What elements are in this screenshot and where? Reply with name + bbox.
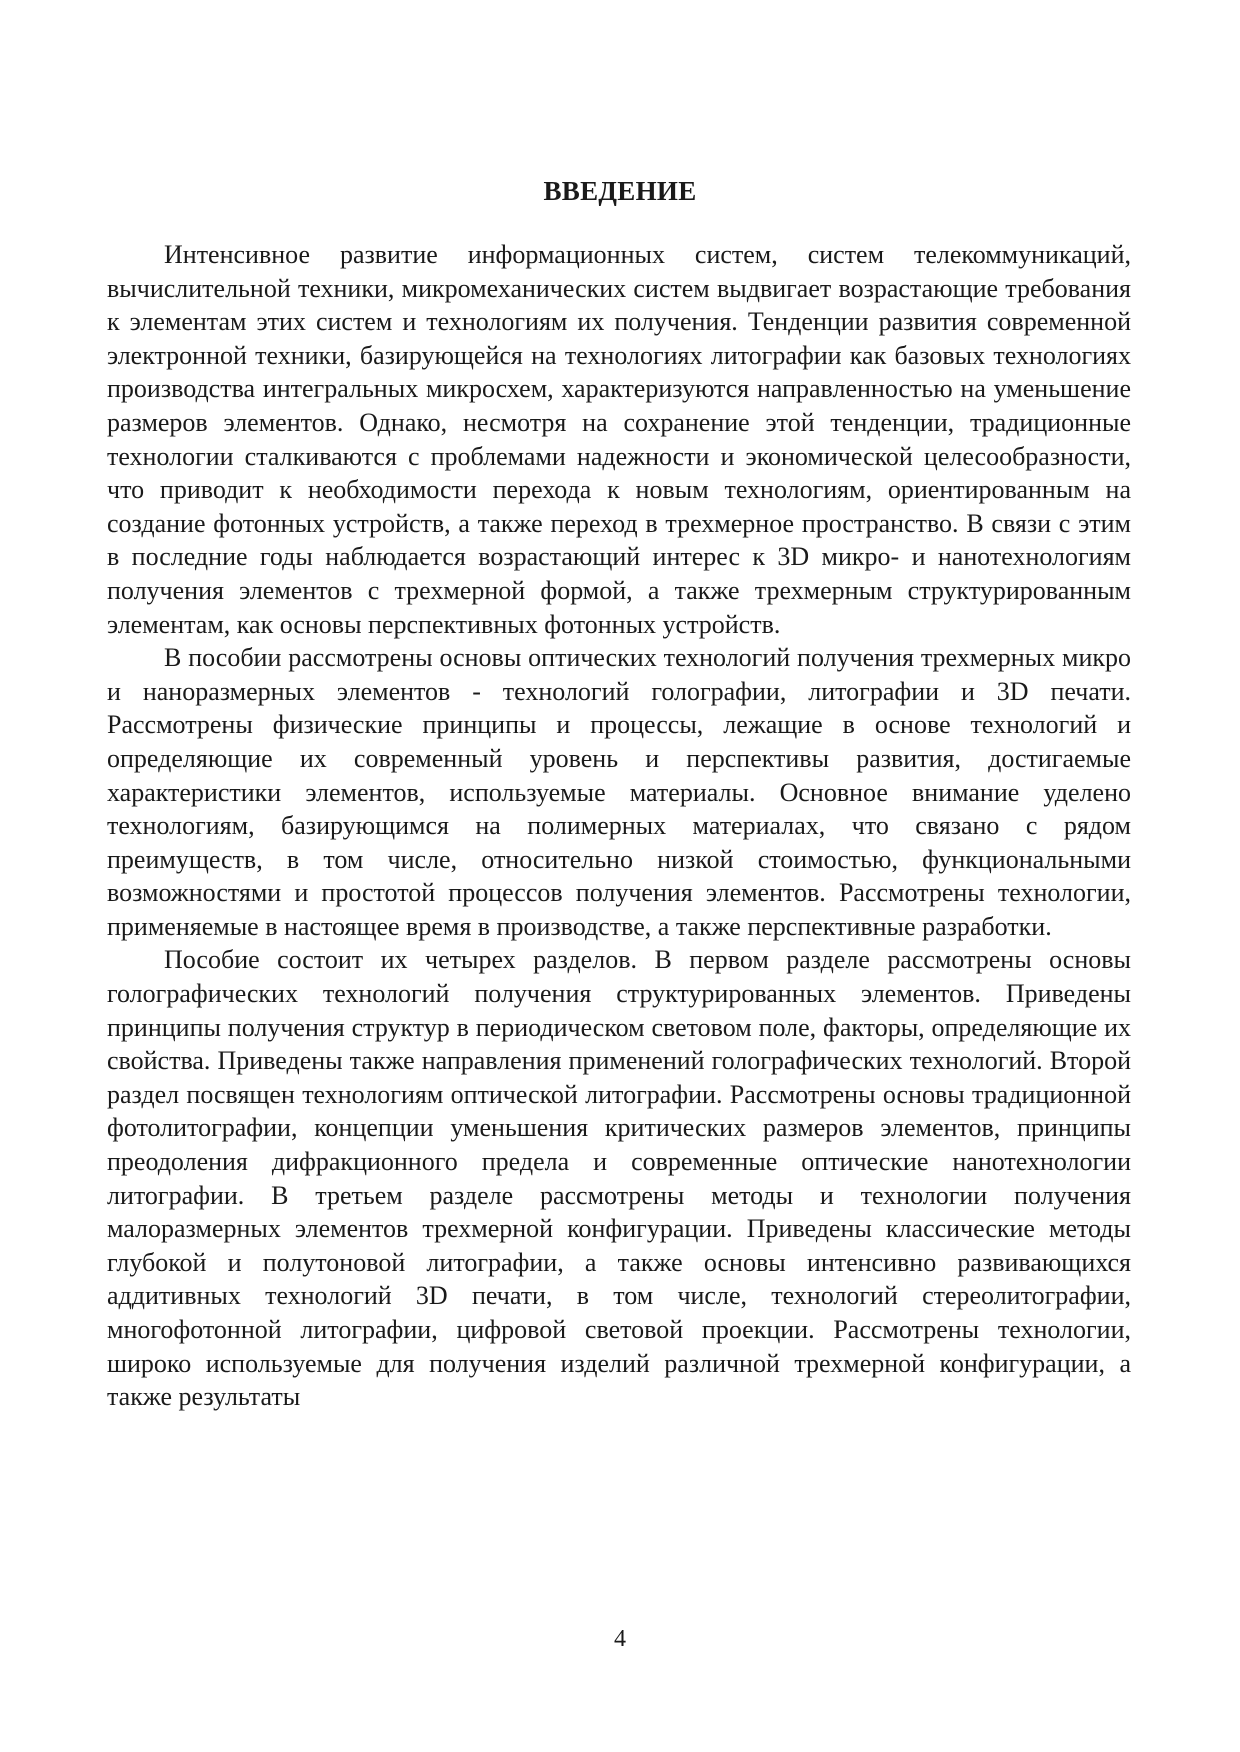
- body-text: [107, 238, 1131, 1414]
- paragraph-intro: Интенсивное развитие информационных систем, систем телекоммуникаций, вычислительной техники, микромеханических систем выдвигает возрастающие требования к элементам этих систем и технологиям их получения. Тенденции развития современной электронной техники, базирующейся на технологиях литографии как базовых технологиях производства интегральных микросхем, характеризуются направленностью на уменьшение размеров элементов. Однако, несмотря на сохранение этой тенденции, традиционные технологии сталкиваются с проблемами надежности и экономической целесообразности, что приводит к необходимости перехода к новым технологиям, ориентированным на создание фотонных устройств, а также переход в трехмерное пространство. В связи с этим в последние годы наблюдается возрастающий интерес к 3D микро- и нанотехнологиям получения элементов с трехмерной формой, а также трехмерным структурированным элементам, как основы перспективных фотонных устройств.: [107, 240, 1131, 639]
- section-heading: ВВЕДЕНИЕ: [543, 176, 697, 206]
- paragraph-structure: Пособие состоит их четырех разделов. В первом разделе рассмотрены основы голографических технологий получения структурированных элементов. Приведены принципы получения структур в периодическом световом поле, факторы, определяющие их свойства. Приведены также направления применений голографических технологий. Второй раздел посвящен технологиям оптической литографии. Рассмотрены основы традиционной фотолитографии, концепции уменьшения критических размеров элементов, принципы преодоления дифракционного предела и современные оптические нанотехнологии литографии. В третьем разделе рассмотрены методы и технологии получения малоразмерных элементов трехмерной конфигурации. Приведены классические методы глубокой и полутоновой литографии, а также основы интенсивно развивающихся аддитивных технологий 3D печати, в том числе, технологий стереолитографии, многофотонной литографии, цифровой световой проекции. Рассмотрены технологии, широко используемые для получения изделий различной трехмерной конфигурации, а также результаты: [107, 945, 1131, 1412]
- paragraph-scope: В пособии рассмотрены основы оптических технологий получения трехмерных микро и наноразмерных элементов - технологий голографии, литографии и 3D печати. Рассмотрены физические принципы и процессы, лежащие в основе технологий и определяющие их современный уровень и перспективы развития, достигаемые характеристики элементов, используемые материалы. Основное внимание уделено технологиям, базирующимся на полимерных материалах, что связано с рядом преимуществ, в том числе, относительно низкой стоимостью, функциональными возможностями и простотой процессов получения элементов. Рассмотрены технологии, применяемые в настоящее время в производстве, а также перспективные разработки.: [107, 643, 1131, 941]
- page-number: 4: [614, 1626, 626, 1652]
